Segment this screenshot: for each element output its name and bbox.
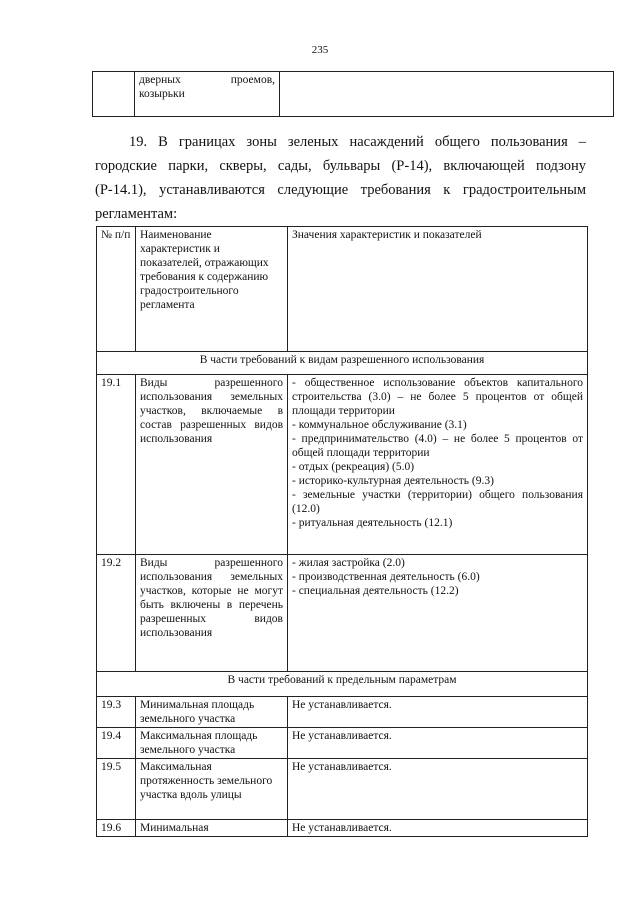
row-value: Не устанавливается.	[288, 728, 588, 759]
row-name: Виды разрешенного использования земельных участков, которые не могут быть включены в перечень разрешенных видов использования	[136, 555, 288, 672]
table-row	[97, 375, 588, 555]
value-item: - жилая застройка (2.0)	[292, 557, 405, 569]
header-num: № п/п	[97, 227, 136, 352]
row-value: Не устанавливается.	[288, 759, 588, 820]
section-19-paragraph	[95, 130, 586, 226]
row-name: Максимальная площадь земельного участка	[136, 728, 288, 759]
row-value: Не устанавливается.	[288, 820, 588, 837]
page-number: 235	[311, 44, 329, 56]
row-num: 19.6	[97, 820, 136, 837]
header-values: Значения характеристик и показателей	[288, 227, 588, 352]
continuation-text-line2: козырьки	[139, 88, 185, 100]
requirements-table	[96, 226, 588, 837]
table-row	[97, 697, 588, 728]
continuation-text-line1: дверных проемов,	[139, 74, 275, 86]
continuation-value-cell	[280, 72, 614, 117]
section-permitted-use: В части требований к видам разрешенного использования	[97, 352, 588, 375]
value-item: - специальная деятельность (12.2)	[292, 585, 459, 597]
value-item: - отдых (рекреация) (5.0)	[292, 461, 415, 473]
row-name: Максимальная протяженность земельного участка вдоль улицы	[136, 759, 288, 820]
row-values	[288, 375, 588, 555]
row-num: 19.4	[97, 728, 136, 759]
table-row	[97, 759, 588, 820]
value-item: - коммунальное обслуживание (3.1)	[292, 419, 467, 431]
row-num: 19.1	[97, 375, 136, 555]
paragraph-text: 19. В границах зоны зеленых насаждений общего пользования – городские парки, скверы, сады, бульвары (Р-14), включающей подзону (Р-14.1), устанавливаются следующие требования к градостроительным регламентам:	[95, 134, 586, 222]
section-limit-parameters: В части требований к предельным параметрам	[97, 672, 588, 697]
row-name: Минимальная площадь земельного участка	[136, 697, 288, 728]
table-row	[97, 555, 588, 672]
value-item: - общественное использование объектов капитального строительства (3.0) – не более 5 процентов от общей площади территории	[292, 377, 583, 417]
table-row	[97, 820, 588, 837]
continuation-name-cell	[135, 72, 280, 117]
continuation-num-cell	[93, 72, 135, 117]
value-item: - историко-культурная деятельность (9.3)	[292, 475, 494, 487]
row-num: 19.2	[97, 555, 136, 672]
table-row	[97, 728, 588, 759]
table-header-row	[97, 227, 588, 352]
value-item: - предпринимательство (4.0) – не более 5 процентов от общей площади территории	[292, 433, 583, 459]
row-name: Минимальная	[136, 820, 288, 837]
value-item: - производственная деятельность (6.0)	[292, 571, 480, 583]
value-item: - земельные участки (территории) общего пользования (12.0)	[292, 489, 583, 515]
header-name: Наименование характеристик и показателей, отражающих требования к содержанию градостроительного регламента	[136, 227, 288, 352]
row-num: 19.5	[97, 759, 136, 820]
row-value: Не устанавливается.	[288, 697, 588, 728]
row-num: 19.3	[97, 697, 136, 728]
continuation-table	[92, 71, 614, 117]
row-name: Виды разрешенного использования земельных участков, включаемые в состав разрешенных видов использования	[136, 375, 288, 555]
row-values	[288, 555, 588, 672]
value-item: - ритуальная деятельность (12.1)	[292, 517, 453, 529]
